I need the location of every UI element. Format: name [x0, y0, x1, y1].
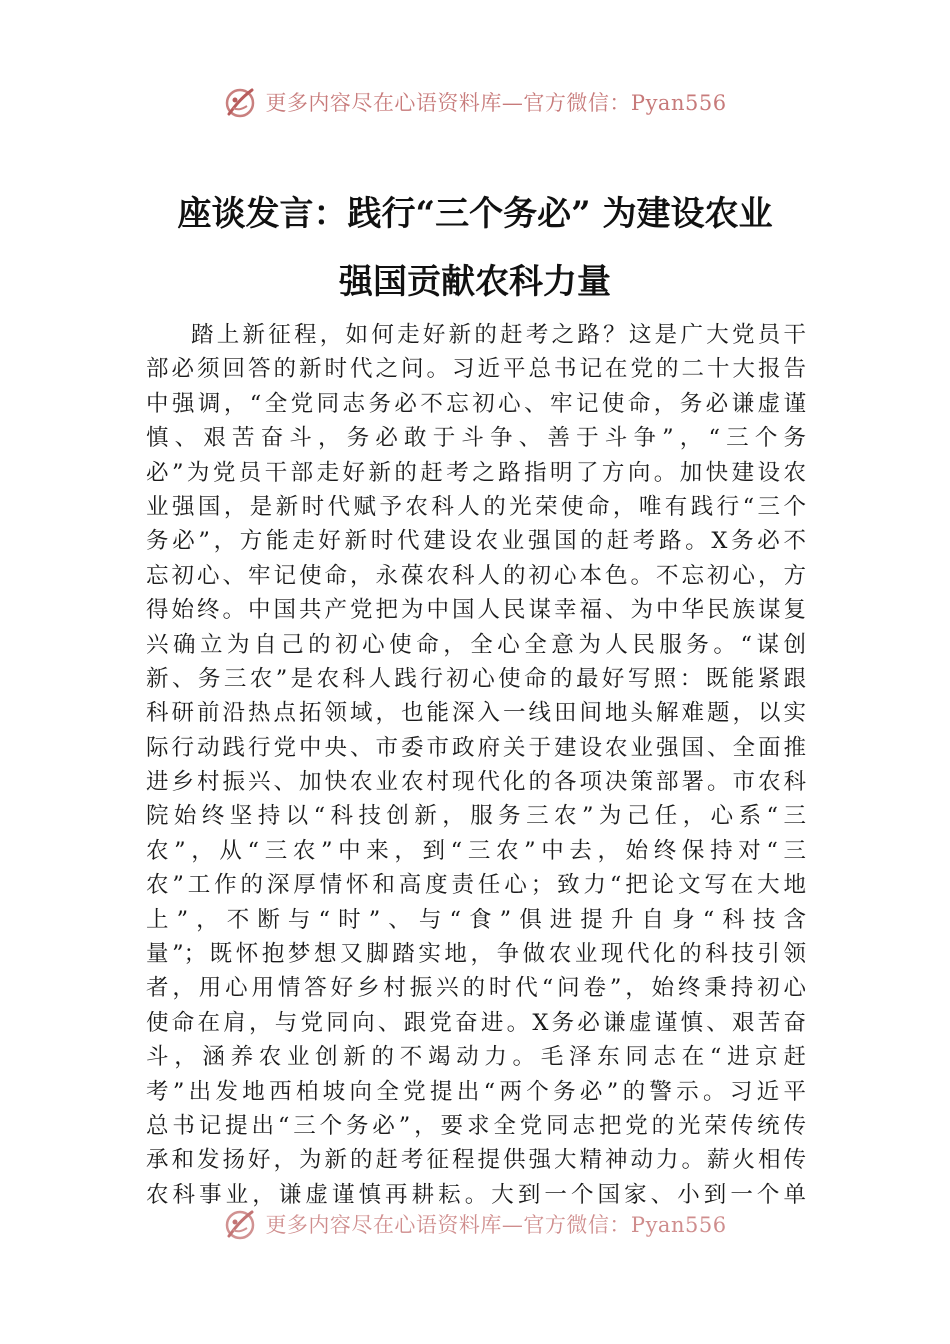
body-line: 农科事业，谦虚谨慎再耕耘。大到一个国家、小到一个单 — [146, 1181, 806, 1208]
body-line: 业强国，是新时代赋予农科人的光荣使命，唯有践行“三个 — [146, 493, 806, 520]
watermark-text: 更多内容尽在心语资料库—官方微信：Pyan556 — [265, 91, 727, 115]
body-line: 际行动践行党中央、市委市政府关于建设农业强国、全面推 — [146, 734, 806, 761]
body-line: 忘初心、牢记使命，永葆农科人的初心本色。不忘初心，方 — [146, 562, 806, 589]
document-title-line-1: 座谈发言：践行“三个务必” 为建设农业 — [177, 194, 773, 234]
body-line: 考”出发地西柏坡向全党提出“两个务必”的警示。习近平 — [146, 1078, 806, 1105]
body-line: 兴确立为自己的初心使命，全心全意为人民服务。“谋创 — [146, 631, 806, 658]
watermark-header — [0, 86, 950, 120]
body-line: 得始终。中国共产党把为中国人民谋幸福、为中华民族谋复 — [146, 597, 806, 624]
body-line: 院始终坚持以“科技创新，服务三农”为己任，心系“三 — [146, 803, 806, 830]
body-line: 新、务三农”是农科人践行初心使命的最好写照：既能紧跟 — [146, 665, 806, 692]
body-line: 上”，不断与“时”、与“食”俱进提升自身“科技含 — [146, 906, 806, 933]
body-line: 慎、艰苦奋斗，务必敢于斗争、善于斗争”，“三个务 — [146, 425, 806, 452]
watermark-text: 更多内容尽在心语资料库—官方微信：Pyan556 — [265, 1213, 727, 1237]
body-line: 踏上新征程，如何走好新的赶考之路？这是广大党员干 — [191, 322, 806, 348]
body-line: 必”为党员干部走好新的赶考之路指明了方向。加快建设农 — [146, 459, 806, 486]
pen-logo-icon — [223, 1208, 257, 1242]
body-line: 务必”，方能走好新时代建设农业强国的赶考路。X务必不 — [146, 528, 806, 555]
body-line: 科研前沿热点拓领域，也能深入一线田间地头解难题，以实 — [146, 700, 806, 727]
body-line: 部必须回答的新时代之问。习近平总书记在党的二十大报告 — [146, 356, 806, 383]
body-line: 中强调，“全党同志务必不忘初心、牢记使命，务必谦虚谨 — [146, 390, 806, 417]
body-line: 农”，从“三农”中来，到“三农”中去，始终保持对“三 — [146, 837, 806, 864]
body-paragraph — [146, 318, 806, 1212]
body-line: 总书记提出“三个务必”，要求全党同志把党的光荣传统传 — [146, 1112, 806, 1139]
body-line: 农”工作的深厚情怀和高度责任心；致力“把论文写在大地 — [146, 872, 806, 899]
body-line: 进乡村振兴、加快农业农村现代化的各项决策部署。市农科 — [146, 769, 806, 796]
body-line: 承和发扬好，为新的赶考征程提供强大精神动力。薪火相传 — [146, 1147, 806, 1174]
body-line: 量”；既怀抱梦想又脚踏实地，争做农业现代化的科技引领 — [146, 941, 806, 968]
document-title-line-2: 强国贡献农科力量 — [339, 262, 611, 302]
body-line: 使命在肩，与党同向、跟党奋进。X务必谦虚谨慎、艰苦奋 — [146, 1009, 806, 1036]
body-line: 者，用心用情答好乡村振兴的时代“问卷”，始终秉持初心 — [146, 975, 806, 1002]
pen-logo-icon — [223, 86, 257, 120]
watermark-footer — [0, 1208, 950, 1242]
body-line: 斗，涵养农业创新的不竭动力。毛泽东同志在“进京赶 — [146, 1044, 806, 1071]
